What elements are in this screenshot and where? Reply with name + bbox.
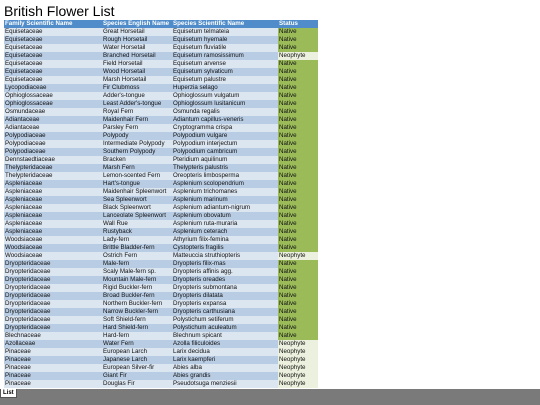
cell-family[interactable]: Osmundaceae [4, 108, 102, 116]
cell-english-name[interactable]: Maidenhair Spleenwort [102, 188, 172, 196]
sheet-tab-list[interactable]: List [0, 389, 17, 398]
cell-status[interactable]: Neophyte [278, 372, 318, 380]
cell-status[interactable]: Neophyte [278, 252, 318, 260]
cell-scientific-name[interactable]: Dryopteris affinis agg. [172, 268, 278, 276]
cell-english-name[interactable]: Narrow Buckler-fern [102, 308, 172, 316]
cell-status[interactable]: Native [278, 196, 318, 204]
cell-english-name[interactable]: Rough Horsetail [102, 36, 172, 44]
table-row [4, 252, 318, 260]
cell-english-name[interactable]: Hard-fern [102, 332, 172, 340]
cell-english-name[interactable]: Sea Spleenwort [102, 196, 172, 204]
cell-status[interactable]: Native [278, 308, 318, 316]
table-row [4, 300, 318, 308]
cell-family[interactable]: Dryopteridaceae [4, 300, 102, 308]
cell-status[interactable]: Native [278, 60, 318, 68]
table-row [4, 52, 318, 60]
cell-status[interactable]: Neophyte [278, 348, 318, 356]
cell-family[interactable]: Dryopteridaceae [4, 324, 102, 332]
cell-status[interactable]: Native [278, 156, 318, 164]
cell-scientific-name[interactable]: Polystichum setiferum [172, 316, 278, 324]
cell-scientific-name[interactable]: Asplenium scolopendrium [172, 180, 278, 188]
cell-family[interactable]: Blechnaceae [4, 332, 102, 340]
cell-family[interactable]: Equisetaceae [4, 44, 102, 52]
cell-english-name[interactable]: European Larch [102, 348, 172, 356]
cell-status[interactable]: Native [278, 28, 318, 36]
cell-english-name[interactable]: Wall Rue [102, 220, 172, 228]
cell-family[interactable]: Aspleniaceae [4, 204, 102, 212]
cell-family[interactable]: Woodsiaceae [4, 252, 102, 260]
cell-english-name[interactable]: Broad Buckler-fern [102, 292, 172, 300]
cell-status[interactable]: Native [278, 284, 318, 292]
cell-status[interactable]: Native [278, 92, 318, 100]
cell-scientific-name[interactable]: Dryopteris oreades [172, 276, 278, 284]
cell-scientific-name[interactable]: Polypodium interjectum [172, 140, 278, 148]
table-row [4, 180, 318, 188]
cell-status[interactable]: Native [278, 260, 318, 268]
cell-english-name[interactable]: Field Horsetail [102, 60, 172, 68]
table-row [4, 260, 318, 268]
cell-status[interactable]: Native [278, 108, 318, 116]
cell-status[interactable]: Neophyte [278, 380, 318, 388]
cell-scientific-name[interactable]: Abies grandis [172, 372, 278, 380]
cell-family[interactable]: Woodsiaceae [4, 236, 102, 244]
column-header-english-name[interactable]: Species English Name [102, 20, 172, 28]
table-row [4, 196, 318, 204]
cell-english-name[interactable]: Japanese Larch [102, 356, 172, 364]
cell-scientific-name[interactable]: Dryopteris expansa [172, 300, 278, 308]
table-row [4, 204, 318, 212]
cell-family[interactable]: Aspleniaceae [4, 220, 102, 228]
cell-scientific-name[interactable]: Oreopteris limbosperma [172, 172, 278, 180]
table-row [4, 364, 318, 372]
cell-family[interactable]: Dryopteridaceae [4, 276, 102, 284]
cell-scientific-name[interactable]: Equisetum fluviatile [172, 44, 278, 52]
cell-scientific-name[interactable]: Equisetum hyemale [172, 36, 278, 44]
table-row [4, 148, 318, 156]
cell-family[interactable]: Dryopteridaceae [4, 260, 102, 268]
table-row [4, 356, 318, 364]
cell-english-name[interactable]: Mountain Male-fern [102, 276, 172, 284]
cell-english-name[interactable]: Maidenhair Fern [102, 116, 172, 124]
table-row [4, 380, 318, 388]
cell-scientific-name[interactable]: Pteridium aquilinum [172, 156, 278, 164]
table-row [4, 124, 318, 132]
cell-status[interactable]: Native [278, 220, 318, 228]
column-header-scientific-name[interactable]: Species Scientific Name [172, 20, 278, 28]
cell-family[interactable]: Dryopteridaceae [4, 292, 102, 300]
cell-scientific-name[interactable]: Dryopteris dilatata [172, 292, 278, 300]
cell-family[interactable]: Aspleniaceae [4, 228, 102, 236]
cell-english-name[interactable]: Hard Shield-fern [102, 324, 172, 332]
cell-scientific-name[interactable]: Asplenium ruta-muraria [172, 220, 278, 228]
cell-english-name[interactable]: European Silver-fir [102, 364, 172, 372]
cell-status[interactable]: Native [278, 324, 318, 332]
cell-english-name[interactable]: Adder's-tongue [102, 92, 172, 100]
cell-family[interactable]: Aspleniaceae [4, 180, 102, 188]
table-row [4, 76, 318, 84]
table-row [4, 164, 318, 172]
cell-family[interactable]: Ophioglossaceae [4, 100, 102, 108]
cell-family[interactable]: Adiantaceae [4, 116, 102, 124]
cell-english-name[interactable]: Water Fern [102, 340, 172, 348]
cell-scientific-name[interactable]: Polystichum aculeatum [172, 324, 278, 332]
cell-status[interactable]: Native [278, 228, 318, 236]
column-header-status[interactable]: Status [278, 20, 318, 28]
cell-status[interactable]: Native [278, 212, 318, 220]
table-row [4, 188, 318, 196]
cell-english-name[interactable]: Hart's-tongue [102, 180, 172, 188]
cell-english-name[interactable]: Wood Horsetail [102, 68, 172, 76]
cell-status[interactable]: Native [278, 188, 318, 196]
cell-scientific-name[interactable]: Asplenium marinum [172, 196, 278, 204]
cell-family[interactable]: Polypodiaceae [4, 148, 102, 156]
table-row [4, 156, 318, 164]
cell-english-name[interactable]: Northern Buckler-fern [102, 300, 172, 308]
cell-english-name[interactable]: Parsley Fern [102, 124, 172, 132]
cell-family[interactable]: Thelypteridaceae [4, 164, 102, 172]
sheet-tab-bar [0, 389, 540, 405]
cell-scientific-name[interactable]: Asplenium adiantum-nigrum [172, 204, 278, 212]
cell-family[interactable]: Dryopteridaceae [4, 316, 102, 324]
cell-status[interactable]: Native [278, 300, 318, 308]
cell-status[interactable]: Native [278, 84, 318, 92]
cell-scientific-name[interactable]: Ophioglossum vulgatum [172, 92, 278, 100]
cell-status[interactable]: Native [278, 148, 318, 156]
cell-family[interactable]: Equisetaceae [4, 60, 102, 68]
cell-scientific-name[interactable]: Larix decidua [172, 348, 278, 356]
table-row [4, 212, 318, 220]
cell-english-name[interactable]: Black Spleenwort [102, 204, 172, 212]
table-body [4, 28, 318, 388]
table-row [4, 100, 318, 108]
page-title: British Flower List [4, 3, 115, 19]
table-row [4, 108, 318, 116]
cell-family[interactable]: Equisetaceae [4, 28, 102, 36]
table-row [4, 228, 318, 236]
cell-status[interactable]: Native [278, 204, 318, 212]
cell-english-name[interactable]: Marsh Fern [102, 164, 172, 172]
cell-family[interactable]: Adiantaceae [4, 124, 102, 132]
cell-scientific-name[interactable]: Larix kaempferi [172, 356, 278, 364]
table-row [4, 372, 318, 380]
cell-english-name[interactable]: Branched Horsetail [102, 52, 172, 60]
cell-english-name[interactable]: Lady-fern [102, 236, 172, 244]
cell-family[interactable]: Equisetaceae [4, 36, 102, 44]
cell-status[interactable]: Native [278, 164, 318, 172]
cell-scientific-name[interactable]: Osmunda regalis [172, 108, 278, 116]
cell-status[interactable]: Native [278, 332, 318, 340]
table-row [4, 68, 318, 76]
cell-scientific-name[interactable]: Abies alba [172, 364, 278, 372]
cell-scientific-name[interactable]: Equisetum arvense [172, 60, 278, 68]
cell-family[interactable]: Pinaceae [4, 356, 102, 364]
cell-status[interactable]: Neophyte [278, 52, 318, 60]
cell-scientific-name[interactable]: Cryptogramma crispa [172, 124, 278, 132]
table-header-row [4, 20, 318, 28]
cell-english-name[interactable]: Soft Shield-fern [102, 316, 172, 324]
cell-scientific-name[interactable]: Polypodium cambricum [172, 148, 278, 156]
table-row [4, 132, 318, 140]
cell-english-name[interactable]: Marsh Horsetail [102, 76, 172, 84]
cell-scientific-name[interactable]: Cystopteris fragilis [172, 244, 278, 252]
cell-english-name[interactable]: Water Horsetail [102, 44, 172, 52]
table-row [4, 116, 318, 124]
cell-status[interactable]: Native [278, 116, 318, 124]
cell-scientific-name[interactable]: Equisetum ramosissimum [172, 52, 278, 60]
cell-family[interactable]: Thelypteridaceae [4, 172, 102, 180]
cell-scientific-name[interactable]: Equisetum telmateia [172, 28, 278, 36]
table-row [4, 172, 318, 180]
cell-scientific-name[interactable]: Asplenium obovatum [172, 212, 278, 220]
cell-family[interactable]: Aspleniaceae [4, 188, 102, 196]
table-row [4, 292, 318, 300]
table-row [4, 44, 318, 52]
cell-scientific-name[interactable]: Thelypteris palustris [172, 164, 278, 172]
cell-status[interactable]: Native [278, 268, 318, 276]
table-row [4, 324, 318, 332]
table-row [4, 220, 318, 228]
table-row [4, 340, 318, 348]
table-row [4, 332, 318, 340]
cell-scientific-name[interactable]: Dryopteris filix-mas [172, 260, 278, 268]
cell-status[interactable]: Native [278, 68, 318, 76]
cell-status[interactable]: Native [278, 244, 318, 252]
cell-english-name[interactable]: Male-fern [102, 260, 172, 268]
cell-status[interactable]: Native [278, 100, 318, 108]
table-row [4, 236, 318, 244]
cell-scientific-name[interactable]: Adiantum capillus-veneris [172, 116, 278, 124]
cell-english-name[interactable]: Lanceolate Spleenwort [102, 212, 172, 220]
cell-family[interactable]: Pinaceae [4, 364, 102, 372]
cell-status[interactable]: Native [278, 76, 318, 84]
table-row [4, 92, 318, 100]
cell-english-name[interactable]: Polypody [102, 132, 172, 140]
cell-scientific-name[interactable]: Azolla filiculoides [172, 340, 278, 348]
table-container [4, 20, 318, 389]
table-row [4, 268, 318, 276]
cell-english-name[interactable]: Intermediate Polypody [102, 140, 172, 148]
cell-english-name[interactable]: Ostrich Fern [102, 252, 172, 260]
table-row [4, 60, 318, 68]
cell-status[interactable]: Native [278, 292, 318, 300]
cell-scientific-name[interactable]: Ophioglossum lusitanicum [172, 100, 278, 108]
table-row [4, 284, 318, 292]
cell-family[interactable]: Pinaceae [4, 380, 102, 388]
table-row [4, 244, 318, 252]
cell-status[interactable]: Native [278, 276, 318, 284]
cell-family[interactable]: Pinaceae [4, 348, 102, 356]
cell-family[interactable]: Equisetaceae [4, 76, 102, 84]
cell-status[interactable]: Native [278, 44, 318, 52]
cell-family[interactable]: Pinaceae [4, 372, 102, 380]
table-row [4, 140, 318, 148]
table-row [4, 28, 318, 36]
cell-family[interactable]: Equisetaceae [4, 68, 102, 76]
cell-family[interactable]: Lycopodiaceae [4, 84, 102, 92]
cell-english-name[interactable]: Great Horsetail [102, 28, 172, 36]
table-row [4, 308, 318, 316]
cell-status[interactable]: Neophyte [278, 356, 318, 364]
cell-status[interactable]: Native [278, 172, 318, 180]
cell-family[interactable]: Azollaceae [4, 340, 102, 348]
cell-status[interactable]: Native [278, 124, 318, 132]
cell-status[interactable]: Neophyte [278, 364, 318, 372]
cell-family[interactable]: Aspleniaceae [4, 212, 102, 220]
cell-family[interactable]: Dryopteridaceae [4, 268, 102, 276]
cell-family[interactable]: Ophioglossaceae [4, 92, 102, 100]
cell-family[interactable]: Dennstaedtiaceae [4, 156, 102, 164]
cell-status[interactable]: Neophyte [278, 340, 318, 348]
cell-status[interactable]: Native [278, 236, 318, 244]
cell-family[interactable]: Equisetaceae [4, 52, 102, 60]
cell-english-name[interactable]: Southern Polypody [102, 148, 172, 156]
cell-english-name[interactable]: Giant Fir [102, 372, 172, 380]
cell-english-name[interactable]: Rigid Buckler-fern [102, 284, 172, 292]
cell-family[interactable]: Aspleniaceae [4, 196, 102, 204]
cell-english-name[interactable]: Lemon-scented Fern [102, 172, 172, 180]
cell-english-name[interactable]: Rustyback [102, 228, 172, 236]
cell-scientific-name[interactable]: Equisetum sylvaticum [172, 68, 278, 76]
cell-family[interactable]: Polypodiaceae [4, 132, 102, 140]
cell-english-name[interactable]: Douglas Fir [102, 380, 172, 388]
cell-status[interactable]: Native [278, 132, 318, 140]
cell-scientific-name[interactable]: Equisetum palustre [172, 76, 278, 84]
cell-english-name[interactable]: Fir Clubmoss [102, 84, 172, 92]
table-row [4, 84, 318, 92]
column-header-family[interactable]: Family Scientific Name [4, 20, 102, 28]
cell-english-name[interactable]: Brittle Bladder-fern [102, 244, 172, 252]
cell-scientific-name[interactable]: Matteuccia struthiopteris [172, 252, 278, 260]
table-row [4, 276, 318, 284]
cell-family[interactable]: Polypodiaceae [4, 140, 102, 148]
cell-english-name[interactable]: Least Adder's-tongue [102, 100, 172, 108]
table-row [4, 348, 318, 356]
cell-scientific-name[interactable]: Athyrium filix-femina [172, 236, 278, 244]
cell-status[interactable]: Native [278, 36, 318, 44]
cell-status[interactable]: Native [278, 180, 318, 188]
cell-family[interactable]: Woodsiaceae [4, 244, 102, 252]
cell-family[interactable]: Dryopteridaceae [4, 308, 102, 316]
cell-family[interactable]: Dryopteridaceae [4, 284, 102, 292]
cell-scientific-name[interactable]: Asplenium trichomanes [172, 188, 278, 196]
cell-scientific-name[interactable]: Pseudotsuga menziesii [172, 380, 278, 388]
cell-scientific-name[interactable]: Polypodium vulgare [172, 132, 278, 140]
table-row [4, 36, 318, 44]
cell-scientific-name[interactable]: Dryopteris submontana [172, 284, 278, 292]
cell-scientific-name[interactable]: Blechnum spicant [172, 332, 278, 340]
cell-english-name[interactable]: Royal Fern [102, 108, 172, 116]
cell-english-name[interactable]: Bracken [102, 156, 172, 164]
cell-scientific-name[interactable]: Huperzia selago [172, 84, 278, 92]
cell-status[interactable]: Native [278, 316, 318, 324]
cell-scientific-name[interactable]: Asplenium ceterach [172, 228, 278, 236]
table-row [4, 316, 318, 324]
flower-table [4, 20, 318, 388]
cell-english-name[interactable]: Scaly Male-fern sp. [102, 268, 172, 276]
cell-scientific-name[interactable]: Dryopteris carthusiana [172, 308, 278, 316]
cell-status[interactable]: Native [278, 140, 318, 148]
